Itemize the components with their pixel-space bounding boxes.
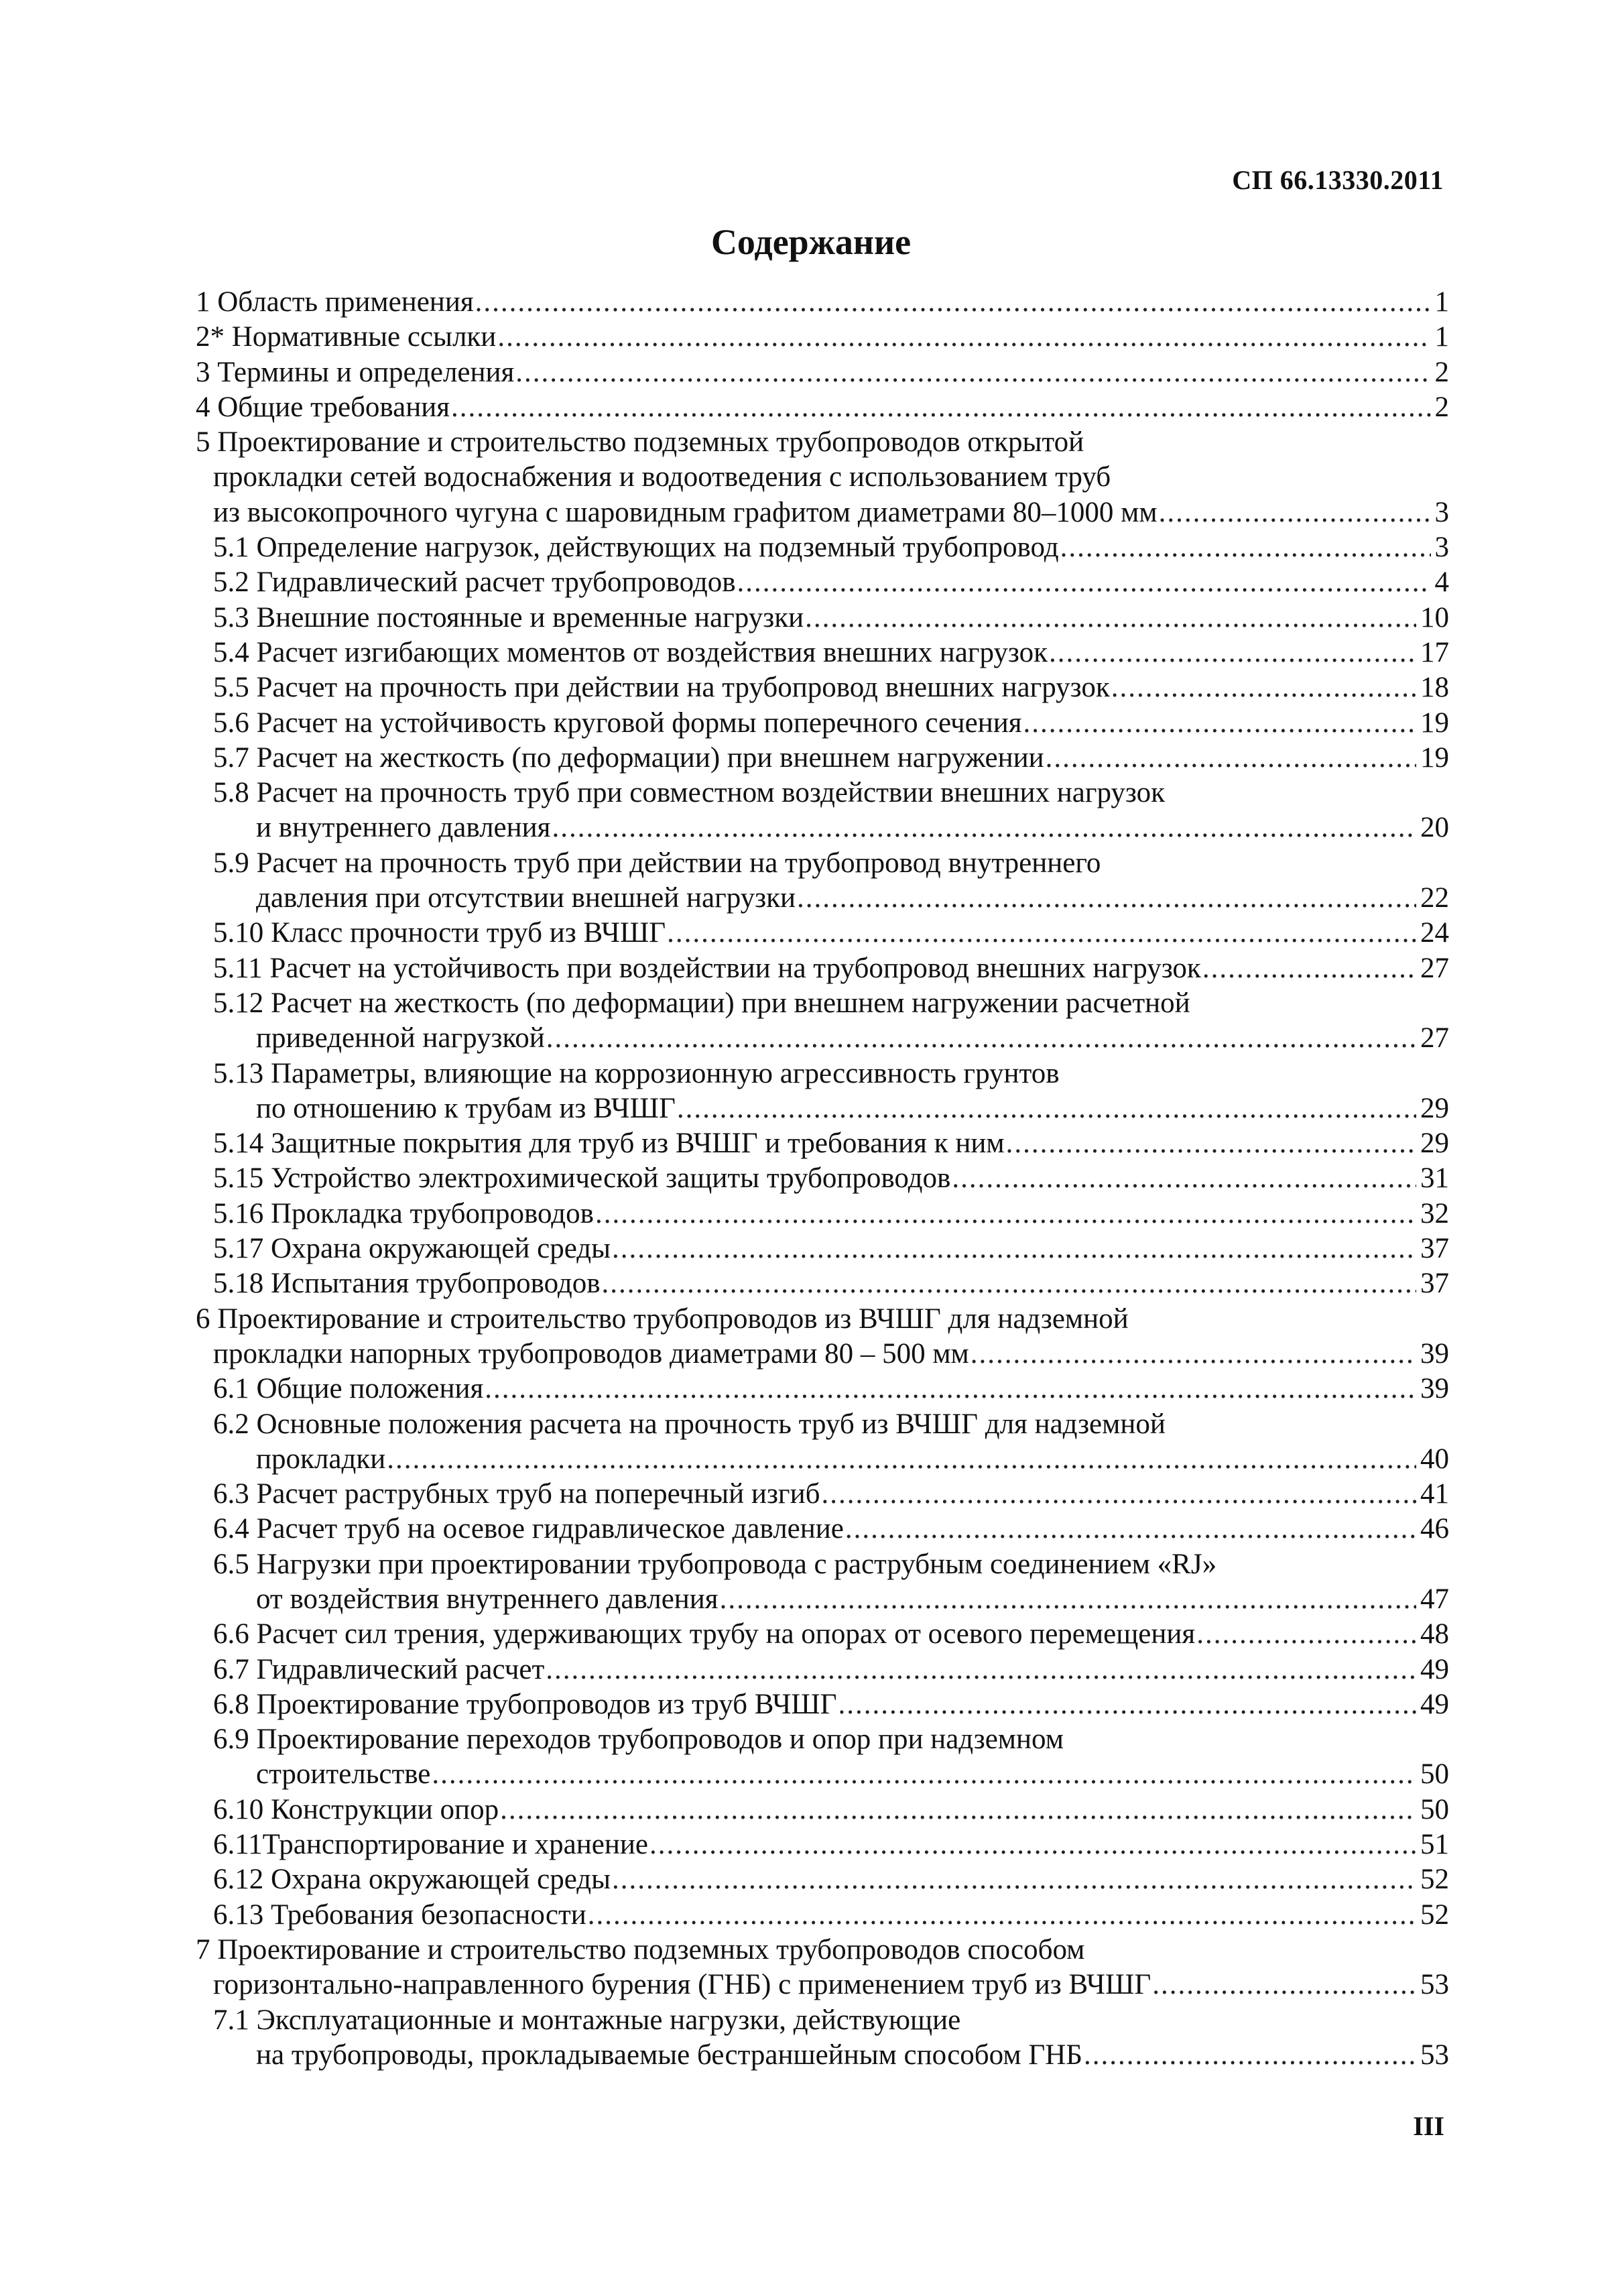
document-code: СП 66.13330.2011 [1232, 165, 1444, 195]
dot-leader [552, 810, 1416, 845]
toc-entry-page: 49 [1420, 1688, 1449, 1720]
toc-entry-title: от воздействия внутреннего давления [256, 1583, 719, 1615]
toc-entry [196, 1302, 1449, 1337]
dot-leader [612, 1862, 1416, 1897]
toc-entry-page: 37 [1420, 1233, 1449, 1265]
toc-entry-title: 5.7 Расчет на жесткость (по деформации) при внешнем нагружении [213, 741, 1044, 774]
toc-entry [196, 846, 1449, 881]
toc-entry-title: 6.10 Конструкции опор [213, 1793, 499, 1825]
toc-entry-page: 50 [1420, 1758, 1449, 1791]
toc-entry [196, 1722, 1449, 1757]
dot-leader [515, 355, 1430, 390]
toc-entry-title: и внутреннего давления [256, 812, 551, 844]
toc-entry [196, 1862, 1449, 1897]
toc-entry-title: 5.16 Прокладка трубопроводов [213, 1197, 594, 1229]
toc-entry-page: 48 [1420, 1618, 1449, 1650]
toc-entry [196, 1512, 1449, 1547]
toc-entry [196, 951, 1449, 986]
toc-entry-title: 5.4 Расчет изгибающих моментов от воздействия внешних нагрузок [213, 636, 1048, 668]
dot-leader [797, 881, 1416, 916]
toc-entry [196, 1372, 1449, 1406]
toc-entry-page: 3 [1434, 496, 1449, 528]
toc-entry [196, 1968, 1449, 2002]
dot-leader [485, 1372, 1416, 1406]
dot-leader [595, 1197, 1416, 1231]
toc-entry [196, 1126, 1449, 1161]
toc-entry [196, 1266, 1449, 1301]
toc-entry-title: строительстве [256, 1758, 431, 1791]
toc-entry-page: 39 [1420, 1337, 1449, 1370]
toc-entry-page: 47 [1420, 1583, 1449, 1615]
toc-entry [196, 1231, 1449, 1266]
toc-entry-page: 49 [1420, 1653, 1449, 1685]
toc-entry-title: на трубопроводы, прокладываемые бестраншейным способом ГНБ [256, 2039, 1082, 2071]
toc-entry-page: 31 [1420, 1162, 1449, 1195]
toc-entry-title: 6.4 Расчет труб на осевое гидравлическое давление [213, 1513, 844, 1545]
toc-entry [196, 495, 1449, 530]
toc-entry-title: 6 Проектирование и строительство трубопроводов из ВЧШГ для надземной [196, 1303, 1129, 1335]
toc-entry-page: 19 [1420, 707, 1449, 739]
toc-entry [196, 2003, 1449, 2038]
toc-entry-title: 6.5 Нагрузки при проектировании трубопровода с раструбным соединением «RJ» [213, 1548, 1217, 1580]
toc-entry-title: 3 Термины и определения [196, 356, 515, 388]
toc-entry-title: 6.8 Проектирование трубопроводов из труб ВЧШГ [213, 1688, 837, 1720]
toc-entry [196, 1407, 1449, 1442]
dot-leader [737, 565, 1431, 600]
dot-leader [1111, 670, 1416, 705]
dot-leader [720, 1582, 1416, 1617]
toc-entry-page: 52 [1420, 1898, 1449, 1931]
toc-entry-title: 6.1 Общие положения [213, 1373, 484, 1405]
toc-entry [196, 1898, 1449, 1933]
toc-entry [196, 390, 1449, 425]
toc-entry-title: 5.9 Расчет на прочность труб при действии на трубопровод внутреннего [213, 847, 1101, 879]
toc-entry-title: 5.11 Расчет на устойчивость при воздействии на трубопровод внешних нагрузок [213, 952, 1201, 984]
toc-entry [196, 1021, 1449, 1056]
toc-entry-title: 5.2 Гидравлический расчет трубопроводов [213, 566, 736, 599]
toc-entry-page: 51 [1420, 1829, 1449, 1861]
toc-entry-title: 6.2 Основные положения расчета на прочность труб из ВЧШГ для надземной [213, 1408, 1166, 1440]
toc-entry-title: 5.12 Расчет на жесткость (по деформации) при внешнем нагружении расчетной [213, 987, 1190, 1019]
dot-leader [667, 916, 1416, 951]
dot-leader [497, 320, 1430, 355]
toc-entry-page: 2 [1434, 356, 1449, 388]
toc-entry [196, 776, 1449, 810]
toc-entry-page: 39 [1420, 1373, 1449, 1405]
toc-entry-title: горизонтально-направленного бурения (ГНБ) с применением труб из ВЧШГ [213, 1969, 1151, 2001]
toc-entry-page: 32 [1420, 1197, 1449, 1229]
dot-leader [1006, 1126, 1416, 1161]
dot-leader [387, 1442, 1416, 1477]
toc-entry-title: 1 Область применения [196, 286, 474, 318]
toc-entry-title: 5.8 Расчет на прочность труб при совместном воздействии внешних нагрузок [213, 777, 1166, 809]
toc-entry [196, 1547, 1449, 1582]
toc-entry-page: 22 [1420, 882, 1449, 914]
toc-entry-title: 6.7 Гидравлический расчет [213, 1653, 545, 1685]
toc-entry-title: 5.1 Определение нагрузок, действующих на подземный трубопровод [213, 532, 1059, 564]
toc-entry-page: 1 [1434, 321, 1449, 353]
toc-entry [196, 285, 1449, 320]
toc-entry-page: 1 [1434, 286, 1449, 318]
dot-leader [1084, 2038, 1416, 2073]
toc-entry-title: 5 Проектирование и строительство подземных трубопроводов открытой [196, 426, 1084, 459]
toc-entry [196, 670, 1449, 705]
toc-entry-page: 40 [1420, 1443, 1449, 1475]
toc-entry-title: 5.14 Защитные покрытия для труб из ВЧШГ и требования к ним [213, 1128, 1005, 1160]
toc-entry-title: 5.18 Испытания трубопроводов [213, 1268, 601, 1300]
toc-entry [196, 2038, 1449, 2073]
table-of-contents [196, 285, 1449, 2073]
dot-leader [952, 1161, 1416, 1196]
toc-entry-title: прокладки [256, 1443, 386, 1475]
toc-entry-title: давления при отсутствии внешней нагрузки [256, 882, 796, 914]
toc-entry-page: 52 [1420, 1864, 1449, 1896]
toc-entry [196, 1652, 1449, 1687]
toc-entry-title: 6.13 Требования безопасности [213, 1898, 586, 1931]
toc-title: Содержание [710, 222, 912, 262]
toc-entry-page: 20 [1420, 812, 1449, 844]
toc-entry-title: 5.3 Внешние постоянные и временные нагрузки [213, 601, 804, 633]
dot-leader [1159, 495, 1431, 530]
toc-entry-page: 2 [1434, 391, 1449, 423]
dot-leader [612, 1231, 1416, 1266]
dot-leader [1196, 1617, 1416, 1652]
toc-entry-page: 29 [1420, 1092, 1449, 1124]
dot-leader [838, 1687, 1416, 1722]
dot-leader [821, 1477, 1416, 1512]
toc-entry-title: приведенной нагрузкой [256, 1022, 545, 1054]
toc-entry [196, 1161, 1449, 1196]
toc-entry-page: 29 [1420, 1128, 1449, 1160]
dot-leader [1152, 1968, 1416, 2002]
dot-leader [546, 1021, 1416, 1056]
dot-leader [588, 1898, 1416, 1933]
toc-entry [196, 1337, 1449, 1372]
dot-leader [500, 1793, 1416, 1827]
toc-entry-page: 46 [1420, 1513, 1449, 1545]
toc-entry-page: 27 [1420, 952, 1449, 984]
toc-entry [196, 706, 1449, 741]
dot-leader [845, 1512, 1416, 1547]
toc-entry [196, 1933, 1449, 1968]
toc-entry-title: 6.9 Проектирование переходов трубопроводов и опор при надземном [213, 1724, 1064, 1756]
toc-entry-title: 2* Нормативные ссылки [196, 321, 497, 353]
dot-leader [805, 601, 1416, 636]
toc-entry-page: 53 [1420, 2039, 1449, 2071]
toc-entry-title: из высокопрочного чугуна с шаровидным графитом диаметрами 80–1000 мм [213, 496, 1158, 528]
toc-entry-title: 5.17 Охрана окружающей среды [213, 1233, 611, 1265]
toc-entry-page: 19 [1420, 741, 1449, 774]
toc-entry-page: 27 [1420, 1022, 1449, 1054]
toc-entry-page: 18 [1420, 672, 1449, 704]
toc-entry [196, 425, 1449, 460]
toc-entry-title: 7 Проектирование и строительство подземных трубопроводов способом [196, 1933, 1085, 1966]
toc-entry [196, 1477, 1449, 1512]
toc-entry [196, 565, 1449, 600]
toc-entry-title: 6.12 Охрана окружающей среды [213, 1864, 611, 1896]
toc-entry-title: прокладки сетей водоснабжения и водоотведения с использованием труб [213, 461, 1111, 493]
dot-leader [1060, 530, 1431, 565]
dot-leader [432, 1757, 1416, 1792]
toc-entry-page: 4 [1434, 566, 1449, 599]
toc-entry-title: 5.15 Устройство электрохимической защиты трубопроводов [213, 1162, 951, 1195]
dot-leader [451, 390, 1430, 425]
toc-entry-title: 4 Общие требования [196, 391, 450, 423]
toc-entry-title: 7.1 Эксплуатационные и монтажные нагрузки, действующие [213, 2004, 961, 2036]
toc-entry [196, 1827, 1449, 1862]
toc-entry [196, 881, 1449, 916]
toc-entry [196, 320, 1449, 355]
toc-entry [196, 810, 1449, 845]
toc-entry [196, 1056, 1449, 1091]
dot-leader [677, 1091, 1416, 1126]
toc-entry [196, 916, 1449, 951]
toc-entry [196, 636, 1449, 670]
toc-entry [196, 1757, 1449, 1792]
toc-entry-page: 17 [1420, 636, 1449, 668]
toc-entry-page: 37 [1420, 1268, 1449, 1300]
toc-entry [196, 1617, 1449, 1652]
dot-leader [602, 1266, 1416, 1301]
toc-entry-title: 6.6 Расчет сил трения, удерживающих трубу на опорах от осевого перемещения [213, 1618, 1196, 1650]
dot-leader [1046, 741, 1416, 776]
page-number: III [1413, 2111, 1444, 2141]
toc-entry-page: 41 [1420, 1478, 1449, 1510]
dot-leader [475, 285, 1431, 320]
dot-leader [1023, 706, 1416, 741]
dot-leader [1202, 951, 1416, 986]
toc-entry-page: 24 [1420, 917, 1449, 949]
toc-entry [196, 601, 1449, 636]
toc-entry [196, 1442, 1449, 1477]
toc-entry [196, 1793, 1449, 1827]
toc-entry-title: 5.13 Параметры, влияющие на коррозионную агрессивность грунтов [213, 1057, 1060, 1089]
toc-entry-title: 6.11Транспортирование и хранение [213, 1829, 648, 1861]
toc-entry [196, 1197, 1449, 1231]
toc-entry-title: прокладки напорных трубопроводов диаметрами 80 – 500 мм [213, 1337, 969, 1370]
toc-entry [196, 1091, 1449, 1126]
toc-entry [196, 530, 1449, 565]
dot-leader [546, 1652, 1416, 1687]
toc-entry-page: 53 [1420, 1969, 1449, 2001]
dot-leader [649, 1827, 1416, 1862]
toc-entry [196, 1687, 1449, 1722]
toc-entry-page: 50 [1420, 1793, 1449, 1825]
toc-entry [196, 986, 1449, 1021]
toc-entry [196, 1582, 1449, 1617]
toc-entry-title: по отношению к трубам из ВЧШГ [256, 1092, 676, 1124]
toc-entry [196, 355, 1449, 390]
toc-entry-page: 10 [1420, 601, 1449, 633]
toc-entry-page: 3 [1434, 532, 1449, 564]
toc-entry-title: 5.6 Расчет на устойчивость круговой формы поперечного сечения [213, 707, 1022, 739]
dot-leader [1049, 636, 1416, 670]
toc-entry-title: 5.5 Расчет на прочность при действии на трубопровод внешних нагрузок [213, 672, 1110, 704]
toc-entry [196, 460, 1449, 495]
toc-entry-title: 5.10 Класс прочности труб из ВЧШГ [213, 917, 666, 949]
toc-entry-title: 6.3 Расчет раструбных труб на поперечный изгиб [213, 1478, 820, 1510]
dot-leader [971, 1337, 1416, 1372]
toc-entry [196, 741, 1449, 776]
